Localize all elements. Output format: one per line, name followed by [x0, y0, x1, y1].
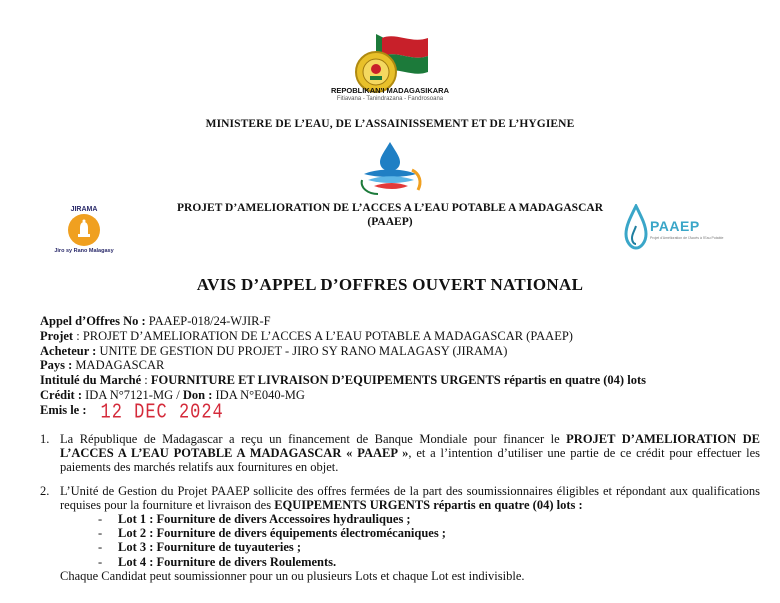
meta-acheteur: Acheteur : UNITE DE GESTION DU PROJET - JIRO SY RANO MALAGASY (JIRAMA) [40, 343, 508, 358]
paaep-label: PAAEP [650, 218, 700, 234]
paaep-drop-icon [622, 204, 650, 250]
meta-aoo: Appel d’Offres No : PAAEP-018/24-WJIR-F [40, 314, 271, 328]
document-title: AVIS D’APPEL D’OFFRES OUVERT NATIONAL [196, 275, 584, 294]
paaep-logo [622, 204, 724, 254]
meta-intitule: Intitulé du Marché : FOURNITURE ET LIVRAISON D’EQUIPEMENTS URGENTS répartis en quatre (04) lots [40, 373, 646, 388]
project-heading [150, 201, 630, 229]
paragraph-2: 2. L’Unité de Gestion du Projet PAAEP sollicite des offres fermées de la part des soumissionnaires éligibles et répondant aux qualifications requises pour la fourniture et livraison des EQUIPEMENTS URGENTS répartis en quatre (04) lots : - Lot 1 : Fourniture de divers Accessoires hydrauliques ; - Lot 2 : Fourniture de divers équipements électromécaniques ; - Lot 3 : Fourniture de tuyauteries ; - Lot 4 : Fourniture de divers Roulements. Chaque Candidat peut soumissionner pour un ou plusieurs Lots et chaque Lot est indivisible. [40, 484, 760, 583]
list-item: - Lot 1 : Fourniture de divers Accessoires hydrauliques ; [98, 512, 760, 526]
jirama-subtitle: Jiro sy Rano Malagasy [54, 248, 114, 254]
ministry-heading: MINISTERE DE L’EAU, DE L’ASSAINISSEMENT ET DE L’HYGIENE [205, 118, 575, 130]
tender-metadata [40, 314, 760, 425]
meta-credit: Crédit : IDA N°7121-MG / Don : IDA N°E040-MG [40, 387, 305, 402]
paragraph-1: 1. La République de Madagascar a reçu un financement de Banque Mondiale pour financer le PROJET D’AMELIORATION DE L’ACCES A L’EAU POTABLE A MADAGASCAR « PAAEP », et a l’intention d’utiliser une partie de ce crédit pour effectuer les paiements des marchés relatifs aux fournitures en objet. [40, 432, 760, 475]
republic-name: REPOBLIKAN'I MADAGASIKARA [330, 86, 450, 95]
meta-projet: Projet : PROJET D’AMELIORATION DE L’ACCES A L’EAU POTABLE A MADAGASCAR (PAAEP) [40, 328, 573, 343]
jirama-label: JIRAMA [70, 206, 98, 213]
meta-emis: Emis le : 12 DEC 2024 [40, 401, 224, 425]
republic-motto: Fitiavana - Tanindrazana - Fandrosoana [336, 96, 444, 102]
date-stamp: 12 DEC 2024 [100, 401, 224, 425]
list-item: - Lot 2 : Fourniture de divers équipements électromécaniques ; [98, 526, 760, 540]
jirama-logo [44, 206, 124, 260]
project-line-2: (PAAEP) [367, 216, 413, 228]
document-body [40, 432, 760, 583]
project-line-1: PROJET D’AMELIORATION DE L’ACCES A L’EAU POTABLE A MADAGASCAR [177, 202, 603, 214]
paragraph-2-closing: Chaque Candidat peut soumissionner pour un ou plusieurs Lots et chaque Lot est indivisible. [60, 568, 525, 583]
list-item: - Lot 4 : Fourniture de divers Roulements. [98, 555, 760, 569]
paaep-subtitle: Projet d'Amélioration de l'Accès à l'Eau Potable [650, 236, 724, 240]
meta-pays: Pays : MADAGASCAR [40, 358, 165, 373]
republic-name-block [300, 86, 480, 104]
jirama-emblem-icon [68, 214, 100, 246]
water-drop-logo [354, 140, 426, 196]
lots-list [60, 512, 760, 569]
list-item: - Lot 3 : Fourniture de tuyauteries ; [98, 540, 760, 554]
